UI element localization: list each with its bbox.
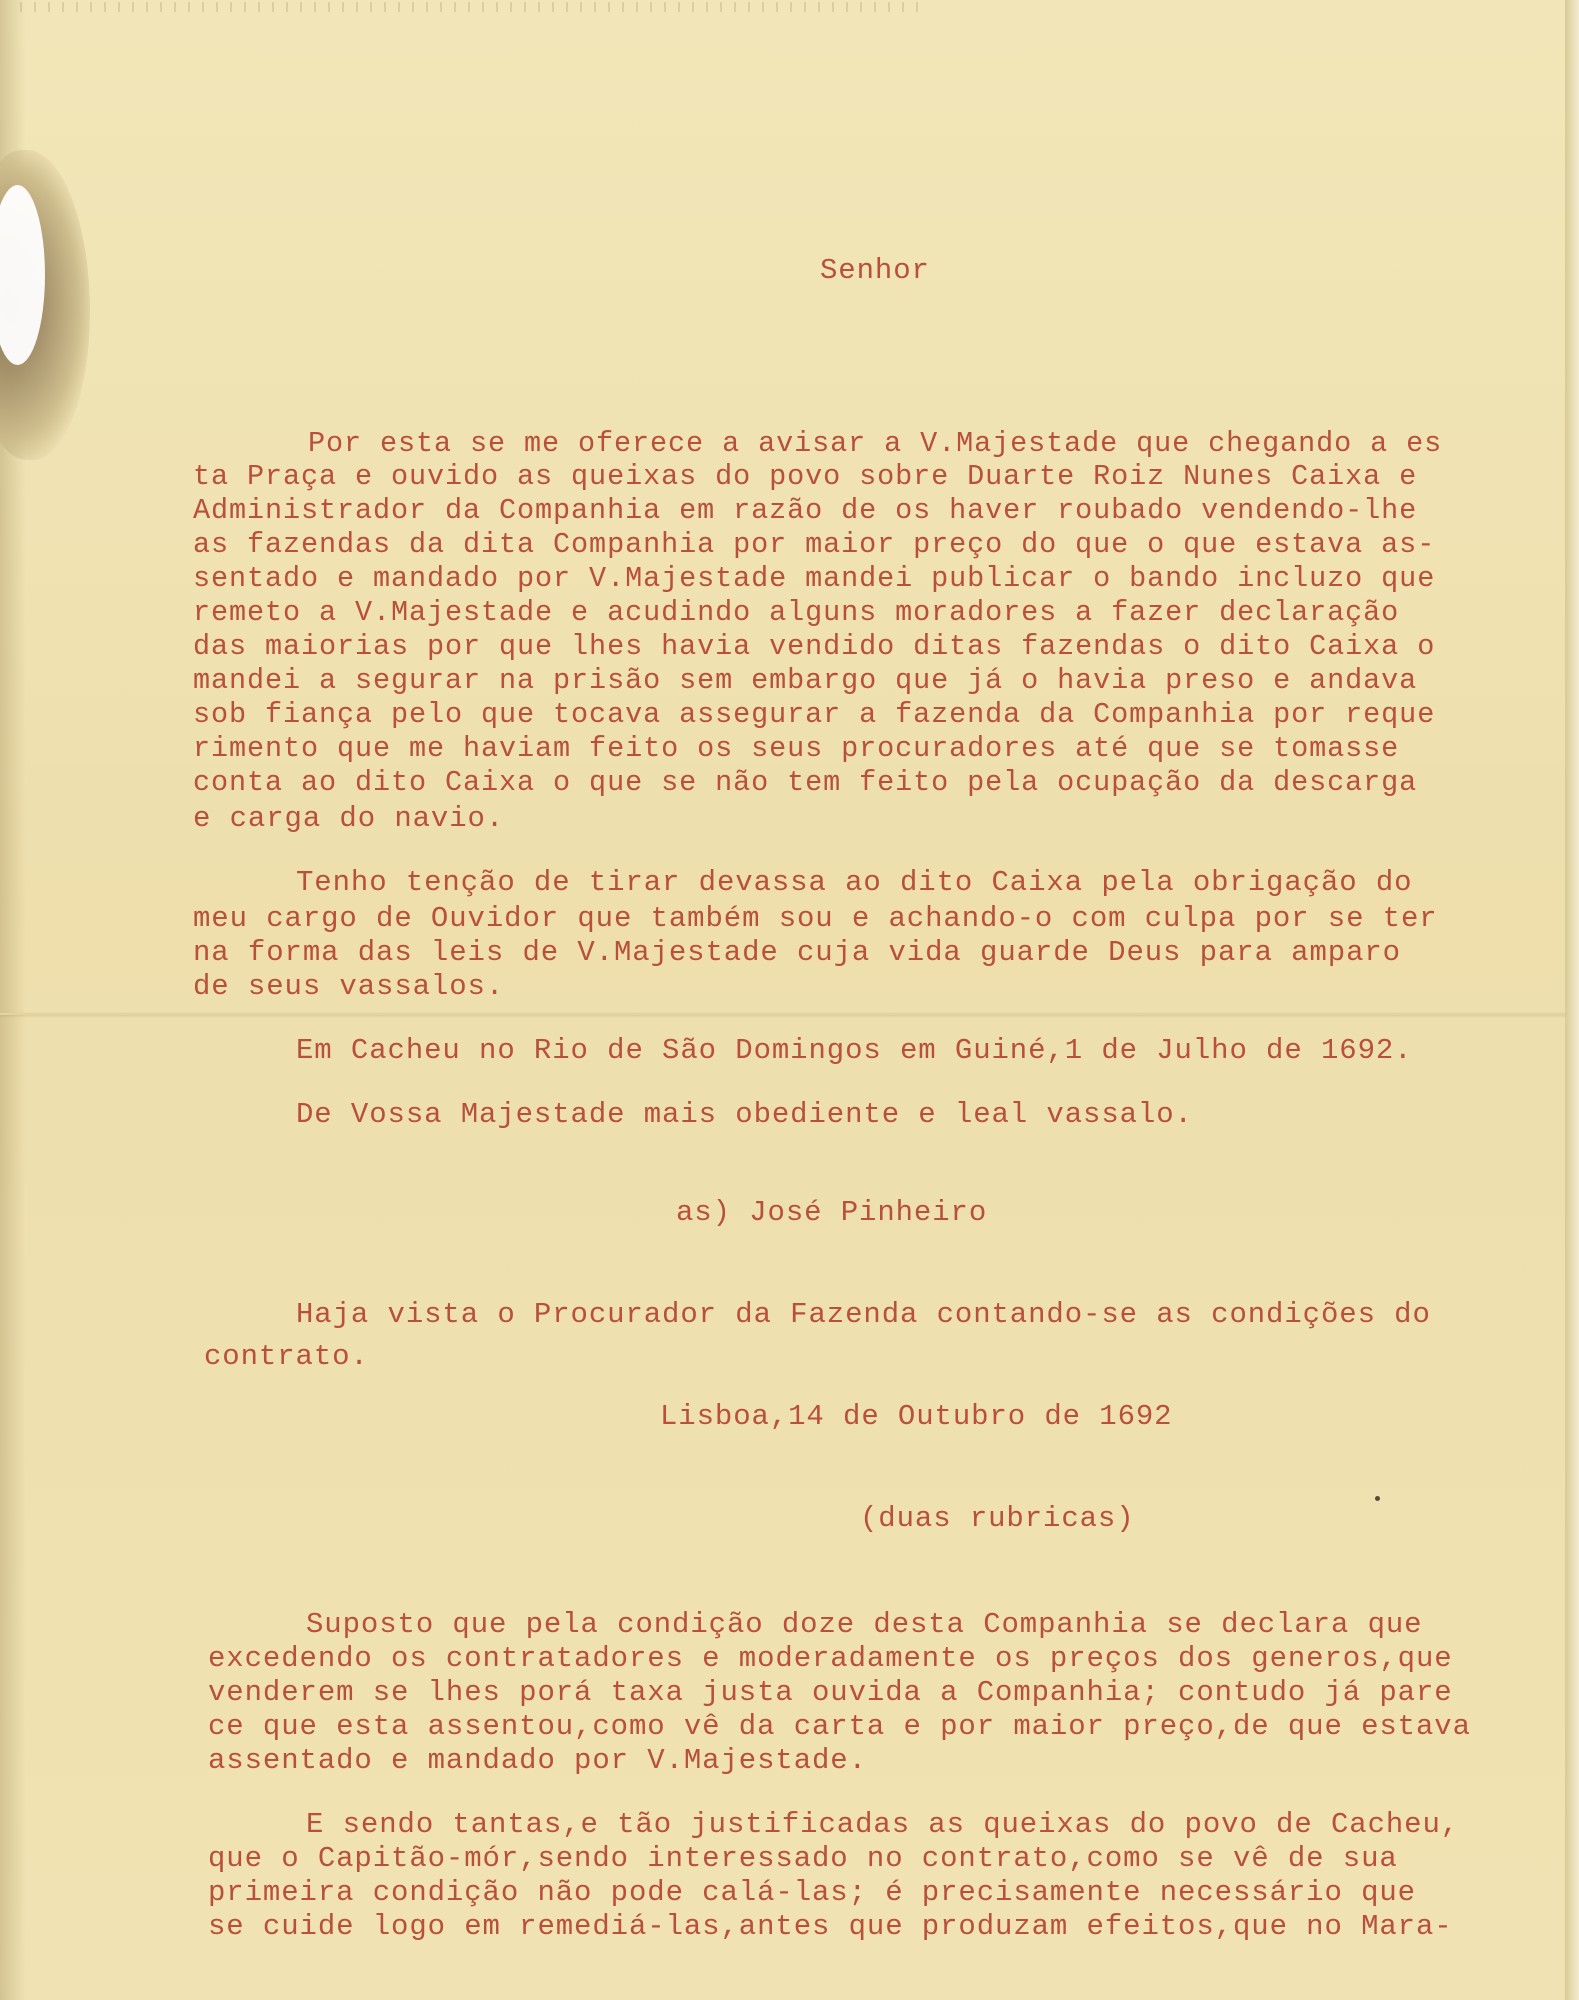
letter-line: de seus vassalos.	[193, 970, 505, 1003]
parecer-line: E sendo tantas,e tão justificadas as queixas do povo de Cacheu,	[306, 1808, 1460, 1841]
despacho-line: contrato.	[204, 1340, 369, 1373]
letter-line: ta Praça e ouvido as queixas do povo sobre Duarte Roiz Nunes Caixa e	[193, 460, 1418, 493]
letter-signature: as) José Pinheiro	[676, 1196, 988, 1229]
letter-line: das maiorias por que lhes havia vendido ditas fazendas o dito Caixa o	[193, 630, 1436, 663]
despacho-date: Lisboa,14 de Outubro de 1692	[660, 1400, 1173, 1433]
paper-edge	[1565, 0, 1579, 2000]
fold-crease	[0, 1013, 1565, 1015]
letter-line: as fazendas da dita Companhia por maior preço do que o que estava as-	[193, 528, 1436, 561]
parecer-line: se cuide logo em remediá-las,antes que produzam efeitos,que no Mara-	[208, 1910, 1453, 1943]
letter-line: Por esta se me oferece a avisar a V.Majestade que chegando a es	[308, 427, 1443, 460]
letter-line: rimento que me haviam feito os seus procuradores até que se tomasse	[193, 732, 1400, 765]
letter-place-date: Em Cacheu no Rio de São Domingos em Guiné,1 de Julho de 1692.	[296, 1034, 1413, 1067]
letter-line: meu cargo de Ouvidor que também sou e achando-o com culpa por se ter	[193, 902, 1438, 935]
letter-line: na forma das leis de V.Majestade cuja vida guarde Deus para amparo	[193, 936, 1401, 969]
letter-line: Administrador da Companhia em razão de os haver roubado vendendo-lhe	[193, 494, 1418, 527]
letter-line: sentado e mandado por V.Majestade mandei publicar o bando incluzo que	[193, 562, 1436, 595]
salutation: Senhor	[820, 254, 930, 287]
letter-line: sob fiança pelo que tocava assegurar a fazenda da Companhia por reque	[193, 698, 1436, 731]
letter-line: remeto a V.Majestade e acudindo alguns moradores a fazer declaração	[193, 596, 1400, 629]
letter-line: Tenho tenção de tirar devassa ao dito Caixa pela obrigação do	[296, 866, 1413, 899]
parecer-line: Suposto que pela condição doze desta Companhia se declara que	[306, 1608, 1423, 1641]
despacho-line: Haja vista o Procurador da Fazenda contando-se as condições do	[296, 1298, 1431, 1331]
parecer-line: que o Capitão-mór,sendo interessado no contrato,como se vê de sua	[208, 1842, 1398, 1875]
despacho-rubricas: (duas rubricas)	[860, 1502, 1135, 1535]
letter-line: e carga do navio.	[193, 802, 505, 835]
letter-line: conta ao dito Caixa o que se não tem feito pela ocupação da descarga	[193, 766, 1418, 799]
letter-closing: De Vossa Majestade mais obediente e leal vassalo.	[296, 1098, 1193, 1131]
parecer-line: primeira condição não pode calá-las; é precisamente necessário que	[208, 1876, 1416, 1909]
parecer-line: ce que esta assentou,como vê da carta e por maior preço,de que estava	[208, 1710, 1471, 1743]
paper-wear	[20, 2, 920, 12]
letter-line: mandei a segurar na prisão sem embargo que já o havia preso e andava	[193, 664, 1418, 697]
ink-dot	[1375, 1496, 1380, 1501]
parecer-line: venderem se lhes porá taxa justa ouvida a Companhia; contudo já pare	[208, 1676, 1453, 1709]
parecer-line: assentado e mandado por V.Majestade.	[208, 1744, 867, 1777]
parecer-line: excedendo os contratadores e moderadamente os preços dos generos,que	[208, 1642, 1453, 1675]
